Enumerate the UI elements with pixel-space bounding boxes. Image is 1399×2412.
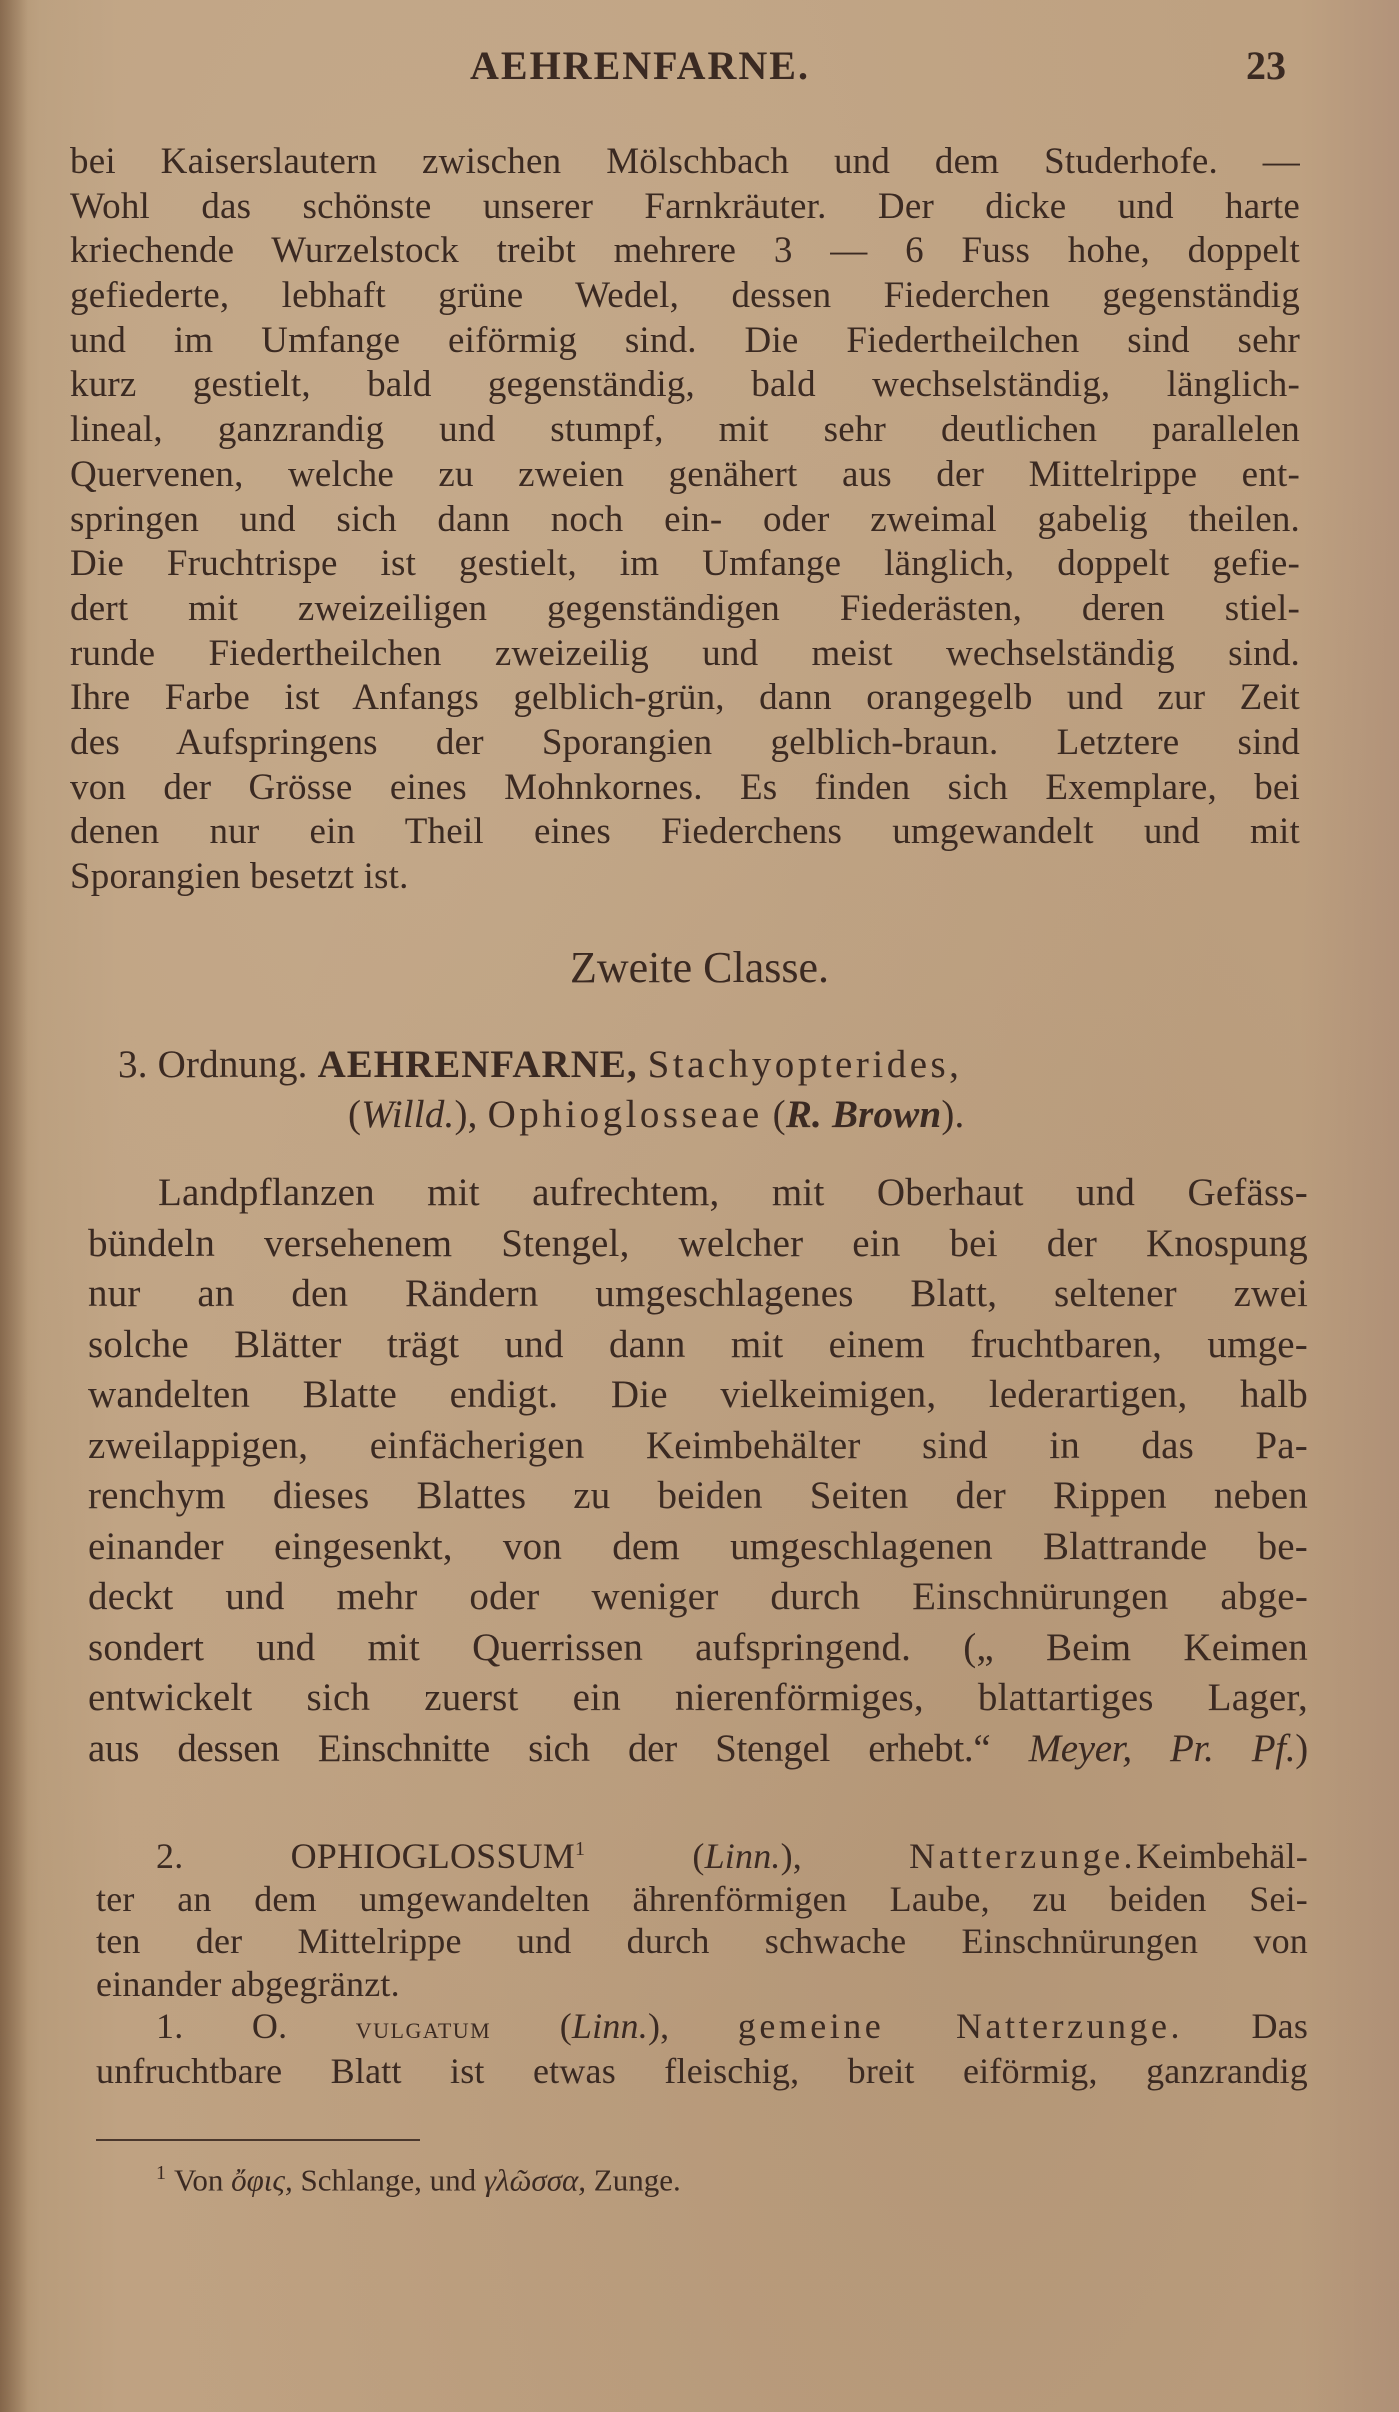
text-line: springen und sich dann noch ein- oder zweimal gabelig theilen. — [70, 498, 1300, 540]
text-line: nur an den Rändern umgeschlagenes Blatt, seltener zwei — [88, 1272, 1308, 1315]
order-heading-line-1 — [118, 1040, 1278, 1090]
order-word: Ordnung. — [157, 1043, 308, 1086]
greek-word: γλῶσσα, — [483, 2162, 587, 2198]
text-line: ter an dem umgewandelten ährenförmigen Laube, zu beiden Sei- — [96, 1878, 1308, 1919]
text-line: deckt und mehr oder weniger durch Einschnürungen abge- — [88, 1575, 1308, 1618]
text-line: wandelten Blatte endigt. Die vielkeimigen, lederartigen, halb — [88, 1373, 1308, 1416]
species-number: 1. — [156, 2006, 184, 2046]
paren: ). — [941, 1093, 965, 1136]
page-header — [0, 42, 1399, 102]
text-line: Wohl das schönste unserer Farnkräuter. Der dicke und harte — [70, 185, 1300, 227]
species-heading-line — [96, 2005, 1308, 2050]
footnote-text: Von — [174, 2162, 224, 2198]
paren: ), — [454, 1093, 478, 1136]
text-line: kriechende Wurzelstock treibt mehrere 3 — 6 Fuss hohe, doppelt — [70, 230, 1300, 272]
citation: Meyer, Pr. Pf. — [1028, 1726, 1296, 1770]
page-number: 23 — [1246, 43, 1286, 88]
author-citation: R. Brown — [785, 1093, 942, 1136]
paren: ( — [692, 1836, 705, 1876]
text-line: bei Kaiserslautern zwischen Mölschbach und dem Studerhofe. — — [70, 141, 1300, 182]
author-citation: Linn. — [571, 2006, 648, 2046]
text-line: einander abgegränzt. — [96, 1963, 400, 2004]
paren: ) — [1295, 1726, 1308, 1770]
order-heading — [118, 1040, 1278, 1140]
species-common-name: gemeine Natterzunge. — [737, 2006, 1183, 2046]
paren: ( — [772, 1093, 786, 1136]
text-line: Sporangien besetzt ist. — [70, 856, 409, 897]
footnote-rule — [96, 2139, 420, 2141]
text-line: von der Grösse eines Mohnkornes. Es finden sich Exemplare, bei — [70, 766, 1300, 808]
paren: ( — [348, 1093, 362, 1136]
text-line: unfruchtbare Blatt ist etwas fleischig, breit eiförmig, ganzrandig — [96, 2050, 1308, 2091]
footnote-ref: 1 — [575, 1838, 586, 1860]
greek-word: ὄφις, — [231, 2162, 293, 2198]
section-title: Zweite Classe. — [569, 943, 830, 992]
genus-common-name: Natterzunge. — [909, 1836, 1137, 1876]
text-fragment: aus dessen Einschnitte sich der Stengel erhebt.“ — [88, 1726, 991, 1770]
text-line: Quervenen, welche zu zweien genähert aus der Mittelrippe ent- — [70, 453, 1300, 495]
text-line: denen nur ein Theil eines Fiederchens umgewandelt und mit — [70, 811, 1300, 853]
text-line: Die Fruchtrispe ist gestielt, im Umfange länglich, doppelt gefie- — [70, 543, 1300, 585]
genus-heading-line — [96, 1828, 1308, 1878]
order-latin-name: Stachyopterides, — [647, 1043, 963, 1086]
paren: ), — [647, 2006, 670, 2046]
order-name: AEHRENFARNE, — [317, 1043, 638, 1086]
footnote — [156, 2162, 681, 2198]
footnote-text: Schlange, und — [300, 2162, 477, 2198]
genus-entry — [96, 1828, 1308, 2092]
paren: ( — [559, 2006, 572, 2046]
text-line: renchym dieses Blattes zu beiden Seiten der Rippen neben — [88, 1474, 1308, 1517]
text-line — [88, 1724, 1308, 1775]
text-line: Landpflanzen mit aufrechtem, mit Oberhaut und Gefäss- — [158, 1171, 1308, 1214]
paren: ), — [780, 1836, 802, 1876]
running-head: AEHRENFARNE. — [470, 43, 810, 88]
footnote-mark: 1 — [156, 2162, 166, 2184]
author-citation: Linn. — [704, 1836, 781, 1876]
text-line: solche Blätter trägt und dann mit einem fruchtbaren, umge- — [88, 1322, 1308, 1366]
order-heading-line-2 — [118, 1090, 1278, 1140]
species-description-start: Das — [1251, 2006, 1309, 2046]
author-citation: Willd. — [361, 1093, 455, 1136]
text-line: sondert und mit Querrissen aufspringend. („ Beim Keimen — [88, 1625, 1308, 1669]
text-line: ten der Mittelrippe und durch schwache Einschnürungen von — [96, 1921, 1308, 1961]
text-line: lineal, ganzrandig und stumpf, mit sehr deutlichen parallelen — [70, 409, 1300, 451]
text-line: entwickelt sich zuerst ein nierenförmiges, blattartiges Lager, — [88, 1676, 1308, 1719]
species-epithet: vulgatum — [355, 2010, 492, 2045]
genus-name: OPHIOGLOSSUM — [290, 1836, 576, 1876]
footnote-text: Zunge. — [593, 2162, 681, 2198]
genus-number: 2. — [156, 1836, 184, 1876]
paragraph-continued — [70, 140, 1300, 900]
text-line: einander eingesenkt, von dem umgeschlagenen Blattrande be- — [88, 1524, 1308, 1568]
genus-description-start: Keimbehäl- — [1136, 1836, 1308, 1876]
text-line: gefiederte, lebhaft grüne Wedel, dessen Fiederchen gegenständig — [70, 275, 1300, 317]
text-line: kurz gestielt, bald gegenständig, bald wechselständig, länglich- — [70, 364, 1300, 406]
order-description — [88, 1168, 1308, 1774]
text-line: dert mit zweizeiligen gegenständigen Fiederästen, deren stiel- — [70, 587, 1300, 629]
species-genus-abbr: O. — [251, 2006, 288, 2046]
family-name: Ophioglosseae — [487, 1093, 763, 1136]
text-line: runde Fiedertheilchen zweizeilig und meist wechselständig sind. — [70, 632, 1300, 674]
order-number: 3. — [118, 1043, 148, 1086]
text-line: bündeln versehenem Stengel, welcher ein bei der Knospung — [88, 1221, 1308, 1265]
text-line: zweilappigen, einfächerigen Keimbehälter sind in das Pa- — [88, 1423, 1308, 1467]
text-line: und im Umfange eiförmig sind. Die Fiedertheilchen sind sehr — [70, 319, 1300, 361]
text-line: Ihre Farbe ist Anfangs gelblich-grün, dann orangegelb und zur Zeit — [70, 677, 1300, 719]
text-line: des Aufspringens der Sporangien gelblich-braun. Letztere sind — [70, 721, 1300, 763]
